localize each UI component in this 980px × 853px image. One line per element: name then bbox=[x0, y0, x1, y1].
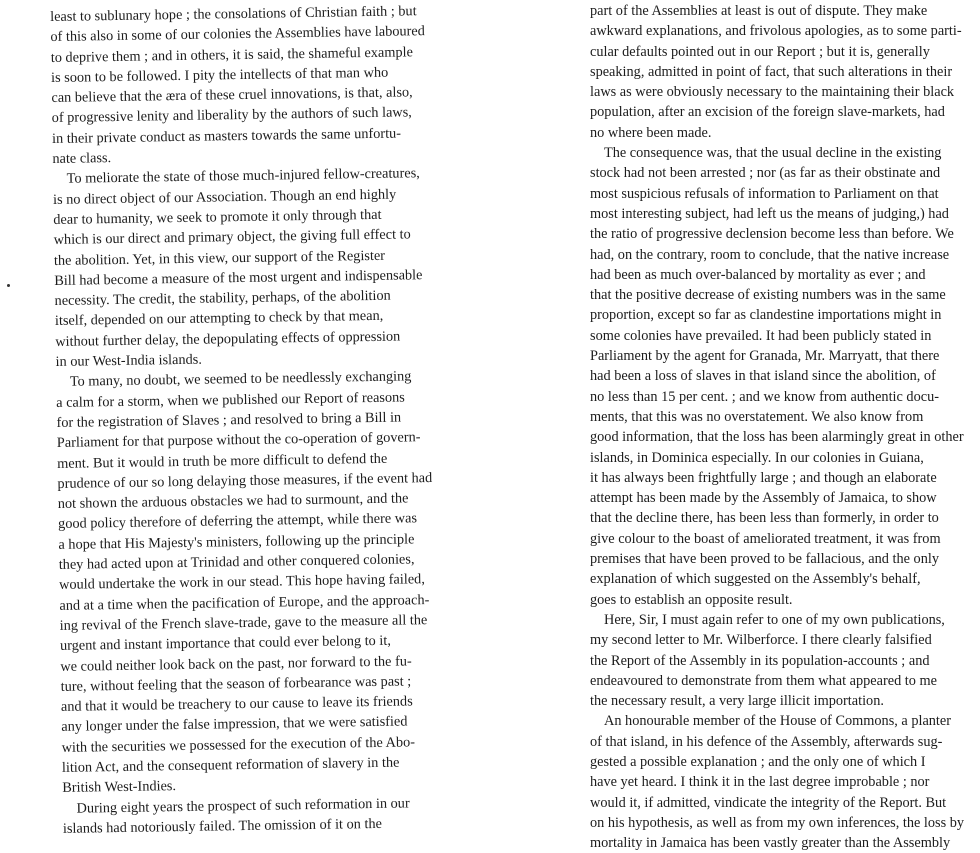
text-line: gested a possible explanation ; and the only one of which I bbox=[590, 753, 926, 770]
text-line: British West-Indies. bbox=[62, 778, 177, 797]
text-line: endeavoured to demonstrate from them what appeared to me bbox=[590, 672, 937, 689]
margin-dot bbox=[7, 284, 10, 287]
text-line: no less than 15 per cent. ; and we know from authentic docu- bbox=[590, 388, 939, 405]
text-line: that the decline there, has been less than formerly, in order to bbox=[590, 510, 939, 527]
text-line: stock had not been arrested ; nor (as far as their obstinate and bbox=[590, 165, 941, 182]
text-line: on his hypothesis, as well as from my own inferences, the loss by bbox=[590, 814, 965, 831]
text-line: ture, without feeling that the season of forbearance was past ; bbox=[60, 673, 412, 695]
text-line: we could neither look back on the past, nor forward to the fu- bbox=[60, 652, 412, 675]
text-line: awkward explanations, and frivolous apologies, as to some parti- bbox=[590, 23, 962, 40]
text-line: had been a loss of slaves in that island since the abolition, of bbox=[590, 368, 936, 385]
right-page bbox=[490, 0, 980, 852]
paragraph-start: To many, no doubt, we seemed to be needlessly exchanging bbox=[69, 368, 412, 391]
text-line: had, on the contrary, room to conclude, that the native increase bbox=[590, 246, 950, 263]
paragraph-start: To meliorate the state of those much-injured fellow-creatures, bbox=[66, 165, 420, 188]
text-line: would undertake the work in our stead. This hope having failed, bbox=[58, 571, 425, 594]
text-line: some colonies have prevailed. It had been publicly stated in bbox=[590, 327, 932, 344]
text-line: any longer under the false impression, that we were satisfied bbox=[61, 713, 408, 736]
paragraph-start: The consequence was, that the usual decline in the existing bbox=[604, 145, 942, 162]
text-line: the ratio of progressive declension become less than before. We bbox=[590, 226, 954, 243]
text-line: and at a time when the pacification of Europe, and the approach- bbox=[59, 591, 430, 614]
text-line: would it, if admitted, vindicate the integrity of the Report. But bbox=[590, 794, 947, 811]
text-line: with the securities we possessed for the execution of the Abo- bbox=[61, 734, 416, 756]
text-line: mortality in Jamaica has been vastly greater than the Assembly bbox=[590, 835, 951, 852]
text-line: most interesting subject, had left us the means of judging,) had bbox=[590, 205, 949, 222]
text-line: least to sublunary hope ; the consolations of Christian faith ; but bbox=[50, 3, 417, 25]
text-line: laws as were obviously necessary to the maintaining their black bbox=[590, 84, 955, 101]
left-page-text bbox=[50, 1, 468, 839]
text-line: cular defaults pointed out in our Report ; but it is, generally bbox=[590, 43, 930, 60]
text-line: the abolition. Yet, in this view, our support of the Register bbox=[53, 247, 386, 269]
text-line: part of the Assemblies at least is out of dispute. They make bbox=[590, 3, 928, 19]
text-line: good information, that the loss has been alarmingly great in other bbox=[590, 429, 964, 446]
text-line: dear to humanity, we seek to promote it only through that bbox=[53, 206, 382, 228]
paragraph-start: During eight years the prospect of such reformation in our bbox=[76, 795, 410, 817]
text-line: my second letter to Mr. Wilberforce. I there clearly falsified bbox=[590, 632, 932, 649]
text-line: necessity. The credit, the stability, perhaps, of the abolition bbox=[54, 287, 391, 310]
text-line: which is our direct and primary object, the giving full effect to bbox=[53, 226, 411, 249]
left-page bbox=[0, 0, 490, 837]
text-line: in our West-India islands. bbox=[55, 351, 202, 371]
text-line: for the registration of Slaves ; and resolved to bring a Bill in bbox=[56, 409, 402, 431]
text-line: of progressive lenity and liberality by the authors of such laws, bbox=[51, 104, 412, 127]
text-line: Bill had become a measure of the most urgent and indispensable bbox=[54, 267, 423, 289]
text-line: goes to establish an opposite result. bbox=[590, 591, 793, 608]
text-line: Parliament for that purpose without the co-operation of govern- bbox=[56, 429, 421, 452]
text-line: urgent and instant importance that could ever belong to it, bbox=[59, 632, 391, 655]
text-line: attempt has been made by the Assembly of Jamaica, to show bbox=[590, 490, 937, 507]
text-line: a hope that His Majesty's ministers, following up the principle bbox=[58, 531, 415, 553]
text-line: is no direct object of our Association. Though an end highly bbox=[52, 186, 397, 208]
text-line: have yet heard. I think it in the last degree improbable ; nor bbox=[590, 774, 930, 791]
text-line: islands, in Dominica especially. In our colonies in Guiana, bbox=[590, 449, 924, 466]
text-line: the Report of the Assembly in its population-accounts ; and bbox=[590, 652, 930, 669]
text-line: nate class. bbox=[52, 150, 112, 168]
text-line: not shown the arduous obstacles we had to surmount, and the bbox=[57, 490, 409, 513]
text-line: a calm for a storm, when we published our Report of reasons bbox=[56, 389, 405, 411]
paragraph-start: Here, Sir, I must again refer to one of my own publications, bbox=[604, 611, 945, 628]
text-line: of this also in some of our colonies the Assemblies have laboured bbox=[50, 23, 425, 46]
text-line: ments, that this was no overstatement. We also know from bbox=[590, 408, 924, 425]
text-line: no where been made. bbox=[590, 124, 712, 141]
text-line: give colour to the boast of ameliorated treatment, it was from bbox=[590, 530, 941, 547]
text-line: they had acted upon at Trinidad and other conquered colonies, bbox=[58, 551, 415, 573]
text-line: prudence of our so long delaying those measures, if the event had bbox=[57, 469, 433, 492]
text-line: islands had notoriously failed. The omission of it on the bbox=[62, 815, 382, 837]
text-line: is soon to be followed. I pity the intellects of that man who bbox=[50, 64, 389, 86]
text-line: explanation of which suggested on the Assembly's behalf, bbox=[590, 571, 921, 588]
text-line: to deprive them ; and in others, it is said, the shameful example bbox=[50, 43, 413, 66]
text-line: population, after an excision of the foreign slave-markets, had bbox=[590, 104, 945, 121]
text-line: that the positive decrease of existing numbers was in the same bbox=[590, 287, 946, 304]
text-line: ment. But it would in truth be more difficult to defend the bbox=[57, 450, 388, 472]
text-line: itself, depended on our attempting to check by that mean, bbox=[54, 308, 384, 330]
text-line: ing revival of the French slave-trade, gave to the measure all the bbox=[59, 612, 428, 634]
text-line: had been as much over-balanced by mortality as ever ; and bbox=[590, 266, 926, 283]
text-line: Parliament by the agent for Granada, Mr. Marryatt, that there bbox=[590, 348, 940, 365]
text-line: in their private conduct as masters towards the same unfortu- bbox=[51, 125, 402, 147]
text-line: of that island, in his defence of the Assembly, afterwards sug- bbox=[590, 733, 943, 750]
text-line: can believe that the æra of these cruel innovations, is that, also, bbox=[51, 84, 413, 107]
text-line: the necessary result, a very large illicit importation. bbox=[590, 693, 884, 710]
text-line: speaking, admitted in point of fact, that such alterations in their bbox=[590, 63, 953, 80]
text-line: premises that have been proved to be fallacious, and the only bbox=[590, 551, 939, 568]
text-line: without further delay, the depopulating effects of oppression bbox=[55, 328, 401, 350]
right-page-text bbox=[590, 1, 975, 853]
text-line: most suspicious refusals of information to Parliament on that bbox=[590, 185, 939, 202]
text-line: lition Act, and the consequent reformation of slavery in the bbox=[61, 754, 400, 776]
text-line: good policy therefore of deferring the attempt, while there was bbox=[58, 510, 418, 533]
text-line: it has always been frightfully large ; and though an elaborate bbox=[590, 469, 937, 486]
text-line: and that it would be treachery to our cause to leave its friends bbox=[60, 693, 413, 716]
paragraph-start: An honourable member of the House of Commons, a planter bbox=[604, 713, 952, 730]
text-line: proportion, except so far as clandestine importations might in bbox=[590, 307, 942, 324]
